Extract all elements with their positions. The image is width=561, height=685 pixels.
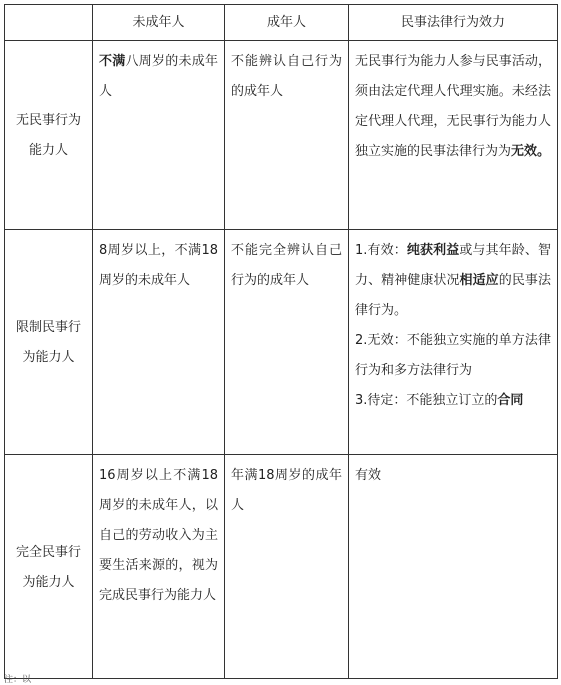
effect-item-valid: 1.有效：纯获利益或与其年龄、智力、精神健康状况相适应的民事法律行为。: [355, 243, 551, 318]
cell-effect-no-capacity: 无民事行为能力人参与民事活动，须由法定代理人代理实施。未经法定代理人代理，无民事行为能力人独立实施的民事法律行为为无效。: [349, 41, 558, 230]
header-minor: 未成年人: [93, 5, 225, 41]
cell-adult-full-capacity: 年满18周岁的成年人: [225, 455, 349, 679]
row-label-limited-capacity: 限制民事行为能力人: [5, 230, 93, 455]
bold-text: 无效。: [511, 144, 551, 159]
cell-minor-no-capacity: 不满八周岁的未成年人: [93, 41, 225, 230]
civil-capacity-table: [4, 4, 558, 679]
header-blank: [5, 5, 93, 41]
row-label-full-capacity: 完全民事行为能力人: [5, 455, 93, 679]
footnote: 注：以: [4, 675, 32, 685]
bold-text: 不满: [99, 54, 126, 69]
cell-effect-limited-capacity: [349, 230, 558, 455]
cell-effect-full-capacity: 有效: [349, 455, 558, 679]
cell-minor-limited-capacity: 8周岁以上，不满18周岁的未成年人: [93, 230, 225, 455]
effect-item-invalid: 2.无效：不能独立实施的单方法律行为和多方法律行为: [355, 333, 551, 378]
cell-adult-limited-capacity: 不能完全辨认自己行为的成年人: [225, 230, 349, 455]
cell-minor-full-capacity: 16周岁以上不满18周岁的未成年人，以自己的劳动收入为主要生活来源的，视为完成民事行为能力人: [93, 455, 225, 679]
header-adult: 成年人: [225, 5, 349, 41]
table-row: [5, 41, 558, 230]
table-row: [5, 455, 558, 679]
table-row: [5, 230, 558, 455]
cell-adult-no-capacity: 不能辨认自己行为的成年人: [225, 41, 349, 230]
effect-item-pending: 3.待定：不能独立订立的合同: [355, 393, 524, 408]
header-effect: 民事法律行为效力: [349, 5, 558, 41]
row-label-no-capacity: 无民事行为能力人: [5, 41, 93, 230]
table-header-row: [5, 5, 558, 41]
